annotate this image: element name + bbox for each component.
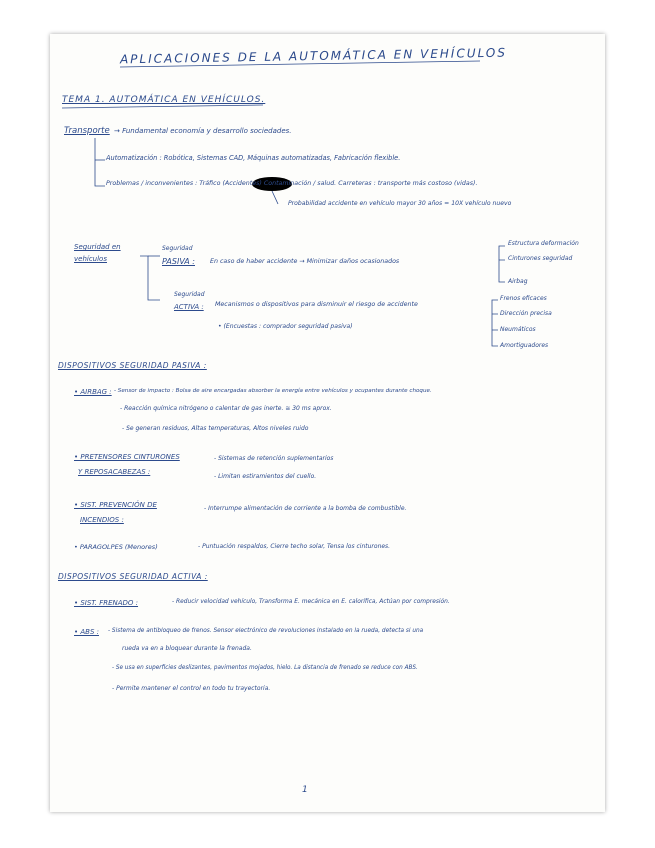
airbag-line: - Se generan residuos, Altas temperaturas, Altos niveles ruido — [122, 425, 309, 432]
airbag-line: - Reacción química nitrógeno o calentar de gas inerte. ≅ 30 ms aprox. — [120, 405, 332, 412]
abs-line: - Sistema de antibloqueo de frenos. Sensor electrónico de revoluciones instalado en la rueda, detecta si una — [108, 628, 424, 634]
pasiva-item: Estructura deformación — [508, 240, 579, 247]
pasiva-label-2: PASIVA : — [162, 257, 195, 266]
activa-item: Dirección precisa — [500, 310, 552, 317]
connector-lines — [50, 34, 605, 812]
activa-text: Mecanismos o dispositivos para disminuir el riesgo de accidente — [215, 301, 418, 308]
paragolpes-label: • PARAGOLPES (Menores) — [74, 543, 158, 551]
automatizacion-text: Automatización : Robótica, Sistemas CAD, Máquinas automatizadas, Fabricación flexible. — [106, 154, 401, 162]
frenado-label: • SIST. FRENADO : — [74, 599, 139, 607]
transporte-main: → Fundamental economía y desarrollo sociedades. — [114, 127, 292, 135]
tema-heading: TEMA 1. AUTOMÁTICA EN VEHÍCULOS. — [62, 95, 266, 105]
activa-label-2: ACTIVA : — [174, 303, 204, 311]
abs-line: - Se usa en superficies deslizantes, pavimentos mojados, hielo. La distancia de frenado se reduce con ABS. — [112, 665, 418, 671]
pasiva-section-heading: DISPOSITIVOS SEGURIDAD PASIVA : — [58, 361, 207, 370]
incendios-label-2: INCENDIOS : — [80, 516, 124, 524]
probabilidad-text: Probabilidad accidente en vehículo mayor 30 años = 10X vehículo nuevo — [288, 200, 512, 207]
pasiva-item: Airbag — [508, 278, 528, 285]
pretensores-label-1: • PRETENSORES CINTURONES — [74, 453, 180, 461]
pasiva-text: En caso de haber accidente → Minimizar daños ocasionados — [210, 258, 400, 265]
airbag-line: - Sensor de impacto : Bolsa de aire encargadas absorber la energía entre vehículos y ocupantes durante choque. — [114, 388, 432, 394]
activa-section-heading: DISPOSITIVOS SEGURIDAD ACTIVA : — [58, 572, 208, 581]
page-title: APLICACIONES DE LA AUTOMÁTICA EN VEHÍCULOS — [119, 45, 508, 67]
activa-label-1: Seguridad — [174, 291, 205, 298]
pretensores-label-2: Y REPOSACABEZAS : — [78, 468, 151, 476]
activa-item: Neumáticos — [500, 326, 536, 333]
pretensores-line: - Limitan estiramientos del cuello. — [214, 473, 317, 480]
page-number: 1 — [302, 785, 308, 795]
pretensores-line: - Sistemas de retención suplementarios — [214, 455, 334, 462]
transporte-heading: Transporte — [64, 126, 110, 136]
activa-item: Amortiguadores — [500, 342, 549, 349]
activa-sub: • (Encuestas : comprador seguridad pasiva) — [218, 323, 353, 330]
frenado-line: - Reducir velocidad vehículo, Transforma E. mecánica en E. calorífica, Actúan por compresión. — [172, 599, 450, 605]
seguridad-heading-1: Seguridad en — [74, 243, 121, 251]
paragolpes-line: - Puntuación respaldos, Cierre techo solar, Tensa los cinturones. — [198, 543, 391, 550]
activa-item: Frenos eficaces — [500, 295, 547, 302]
notebook-page — [50, 34, 605, 812]
airbag-label: • AIRBAG : — [74, 388, 112, 396]
abs-label: • ABS : — [74, 628, 99, 636]
incendios-line: - Interrumpe alimentación de corriente a la bomba de combustible. — [204, 505, 407, 512]
incendios-label-1: • SIST. PREVENCIÓN DE — [74, 501, 157, 509]
seguridad-heading-2: vehículos — [74, 255, 107, 263]
pasiva-label-1: Seguridad — [162, 245, 193, 252]
abs-line: rueda va en a bloquear durante la frenada. — [122, 645, 252, 652]
abs-line: - Permite mantener el control en todo tu trayectoria. — [112, 685, 271, 692]
problemas-text: Problemas / inconvenientes : Tráfico (Accidentes) Contaminación / salud. Carreteras : transporte más costoso (vidas). — [106, 180, 478, 187]
pasiva-item: Cinturones seguridad — [508, 255, 573, 262]
